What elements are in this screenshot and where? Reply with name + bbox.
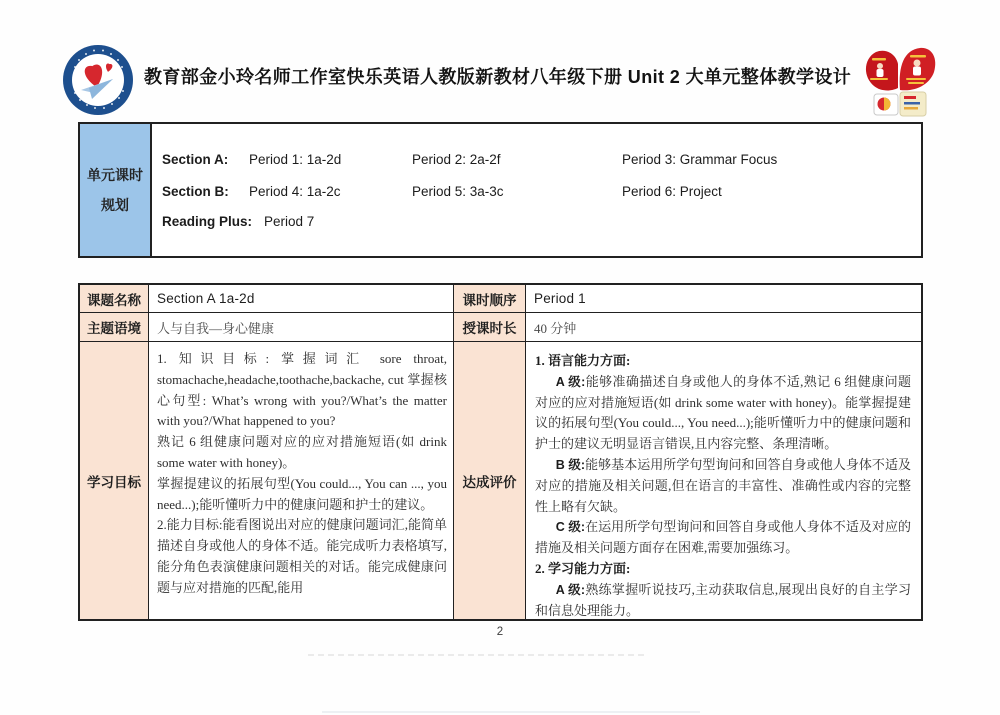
unit-plan-body bbox=[154, 124, 921, 256]
theme-context-value: 人与自我—身心健康 bbox=[149, 313, 454, 342]
objective-paragraph: 掌握提建议的拓展句型(You could..., You can ..., you need...);能听懂听力中的健康问题和护士的建议。 bbox=[157, 475, 447, 512]
period-1-cell: Period 1: 1a-2d bbox=[249, 152, 342, 167]
page-number: 2 bbox=[496, 626, 504, 638]
logo-badge-icon bbox=[61, 43, 135, 117]
unit-plan-label-line2: 规划 bbox=[101, 197, 129, 213]
objective-paragraph: 熟记 6 组健康问题对应的应对措施短语(如 drink some water with honey)。 bbox=[157, 434, 447, 470]
cards-icon bbox=[874, 92, 926, 116]
lesson-name-value: Section A 1a-2d bbox=[149, 285, 454, 313]
learning-objectives-content bbox=[149, 342, 454, 619]
period-order-value: Period 1 bbox=[526, 285, 921, 313]
lesson-detail-table bbox=[78, 283, 923, 621]
level-a-text: 能够准确描述自身或他人的身体不适,熟记 6 组健康问题对应的应对措施短语(如 drink some water with honey)。能掌握提建议的拓展句型(You could..., You need...);能听懂听力中的健康问题和护士的建议无明显语言错误,且内容完整、条理清晰。 bbox=[535, 373, 911, 452]
level-b-text: 能够基本运用所学句型询问和回答自身或他人身体不适及对应的措施及相关问题,但在语言的丰富性、准确性或内容的完整性上略有欠缺。 bbox=[535, 456, 911, 514]
section-b-label: Section B: bbox=[162, 184, 229, 199]
objective-paragraph: 2.能力目标:能看图说出对应的健康问题词汇,能简单描述自身或他人的身体不适。能完成听力表格填写,能分角色表演健康问题相关的对话。能完成健康问题与应对措施的匹配,能用 bbox=[157, 517, 447, 595]
unit-plan-label-line1: 单元课时 bbox=[87, 167, 143, 183]
bottom-edge-line bbox=[322, 711, 700, 713]
reading-plus-label: Reading Plus: bbox=[162, 214, 253, 229]
evaluation-level-a1 bbox=[535, 372, 911, 455]
period-7-cell: Period 7 bbox=[264, 214, 315, 229]
section-a-label: Section A: bbox=[162, 152, 229, 167]
period-order-header: 课时顺序 bbox=[454, 285, 526, 313]
level-a2-label: A 级: bbox=[555, 582, 586, 597]
period-6-cell: Period 6: Project bbox=[622, 184, 722, 199]
evaluation-level-a2 bbox=[535, 580, 911, 619]
period-5-cell: Period 5: 3a-3c bbox=[412, 184, 504, 199]
period-3-cell: Period 3: Grammar Focus bbox=[622, 152, 778, 167]
theme-context-header: 主题语境 bbox=[80, 313, 149, 342]
duration-value: 40 分钟 bbox=[526, 313, 921, 342]
level-c-label: C 级: bbox=[555, 520, 586, 535]
evaluation-level-c bbox=[535, 517, 911, 559]
learning-objectives-header: 学习目标 bbox=[80, 342, 149, 619]
objective-paragraph: 1. 知识目标: 掌握词汇 sore throat, stomachache,headache,toothache,backache, cut 掌握核心句型: What’s wrong with you?/What’s the matter with you?/What happened to you? bbox=[157, 351, 447, 429]
lesson-name-header: 课题名称 bbox=[80, 285, 149, 313]
period-2-cell: Period 2: 2a-2f bbox=[412, 152, 501, 167]
unit-plan-header-cell bbox=[80, 124, 152, 256]
period-4-cell: Period 4: 1a-2c bbox=[249, 184, 341, 199]
workstudio-logo-badge bbox=[61, 43, 135, 117]
achievement-evaluation-content bbox=[526, 342, 921, 619]
achievement-evaluation-header: 达成评价 bbox=[454, 342, 526, 619]
level-b-label: B 级: bbox=[555, 457, 586, 472]
page-title: 教育部金小玲名师工作室快乐英语人教版新教材八年级下册 Unit 2 大单元整体教学设计 bbox=[144, 67, 852, 87]
evaluation-level-b bbox=[535, 455, 911, 517]
header-decoration bbox=[860, 46, 938, 118]
duration-header: 授课时长 bbox=[454, 313, 526, 342]
level-a-label: A 级: bbox=[555, 374, 586, 389]
evaluation-section-title-2: 2. 学习能力方面: bbox=[535, 560, 631, 576]
evaluation-section-title: 1. 语言能力方面: bbox=[535, 353, 631, 368]
footer-dashed-divider bbox=[308, 654, 644, 656]
unit-plan-table bbox=[78, 122, 923, 258]
level-a2-text: 熟练掌握听说技巧,主动获取信息,展现出良好的自主学习和信息处理能力。 bbox=[535, 581, 911, 618]
red-banner-icon bbox=[860, 46, 938, 118]
level-c-text: 在运用所学句型询问和回答自身或他人身体不适及对应的措施及相关问题方面存在困难,需要加强练习。 bbox=[535, 519, 911, 556]
